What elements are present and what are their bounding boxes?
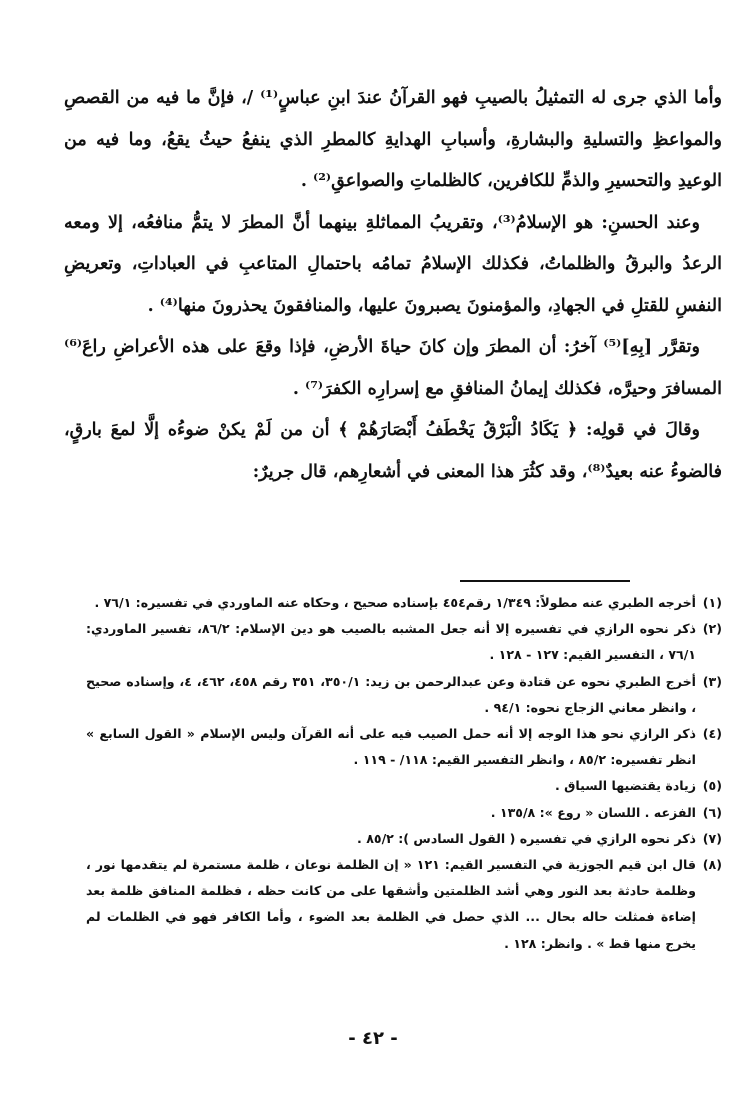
footnote-separator [460, 580, 630, 582]
footnote-text: الفزعه . اللسان « روع »: ١٣٥/٨ . [490, 804, 696, 820]
footnotes [86, 590, 722, 957]
paragraph-3: وتقرَّر [بِهِ]⁽⁵⁾ آخرُ: أن المطرَ وإن كانَ حياةَ الأرضِ، فإذا وقعَ على هذه الأعراضِ راعَ⁽⁶⁾ المسافرَ وحيرَّه، فكذلك إيمانُ المنافقِ مع إسرارِه الكفرَ⁽⁷⁾ . [64, 337, 722, 399]
footnote-2 [86, 616, 722, 668]
footnote-8 [86, 852, 722, 957]
footnote-text: ذكر نحوه الرازي في تفسيره إلا أنه جعل المشبه بالصيب هو دين الإسلام: ٨٦/٢، تفسير الماوردي: ٧٦/١ ، التفسير القيم: ١٢٧ - ١٢٨ . [86, 621, 696, 663]
footnote-text: أخرج الطبري نحوه عن قتادة وعن عبدالرحمن بن زيد: ٣٥٠/١، ٣٥١ رقم ٤٥٨، ٤٦٢، ٤، وإسناده صحيح ، وانظر معاني الزجاج نحوه: ٩٤/١ . [86, 673, 696, 715]
footnote-4 [86, 721, 722, 773]
footnote-number: (٧) [702, 830, 722, 846]
paragraph-4: وقالَ في قولِه: ﴿ يَكَادُ الْبَرْقُ يَخْطَفُ أَبْصَارَهُمْ ﴾ أن من لَمْ يكنْ ضوءُه إلَّا لمعَ بارقٍ، فالضوءُ عنه بعيدٌ⁽⁸⁾، وقد كثُرَ هذا المعنى في أشعارِهم، قال جريرٌ: [64, 420, 722, 482]
footnote-text: ذكر الرازي نحو هذا الوجه إلا أنه حمل الصيب فيه على أنه القرآن وليس الإسلام « القول السابع » انظر تفسيره: ٨٥/٢ ، وانظر التفسير القيم: ١١٨/ - ١١٩ . [86, 726, 696, 768]
footnote-number: (٥) [702, 778, 722, 794]
footnote-1 [86, 590, 722, 616]
footnote-3 [86, 669, 722, 721]
footnote-6 [86, 800, 722, 826]
footnote-number: (١) [702, 595, 722, 610]
footnote-number: (٤) [702, 726, 722, 742]
page-number: - ٤٢ - [348, 1028, 398, 1049]
footnote-5 [86, 773, 722, 799]
footnote-number: (٨) [702, 857, 722, 873]
footnote-7 [86, 826, 722, 852]
footnote-number: (٢) [702, 621, 722, 637]
paragraph-2: وعند الحسنِ: هو الإسلامُ⁽³⁾، وتقريبُ المماثلةِ بينهما أنَّ المطرَ لا يتمُّ منافعُه، إلا ومعه الرعدُ والبرقُ والظلماتُ، فكذلك الإسلامُ تمامُه باحتمالِ المتاعبِ في العباداتِ، وتعريضِ النفسِ للقتلِ في الجهادِ، والمؤمنونَ يصبرونَ عليها، والمنافقونَ يحذرونَ منها⁽⁴⁾ . [64, 212, 722, 316]
footnote-text: قال ابن قيم الجوزية في التفسير القيم: ١٢١ « إن الظلمة نوعان ، ظلمة مستمرة لم يتقدمها نور ، وظلمة حادثة بعد النور وهي أشد الظلمتين وأشقها على من كانت حظه ، فظلمة المنافق ظلمة بعد إضاءة فمثلت حاله بحال ... الذي حصل في الظلمة بعد الضوء ، وأما الكافر فهو في الظلمات لم يخرج منها قط » . وانظر: ١٢٨ . [86, 857, 696, 951]
footnote-number: (٣) [702, 673, 722, 689]
paragraph-1: وأما الذي جرى له التمثيلُ بالصيبِ فهو القرآنُ عندَ ابنِ عباسٍ⁽¹⁾ /، فإنَّ ما فيه من القصصِ والمواعظِ والتسليةِ والبشارةِ، وأسبابِ الهدايةِ كالمطرِ الذي ينفعُ حيثُ يقعُ، وما فيه من الوعيدِ والتحسيرِ والذمِّ للكافرين، كالظلماتِ والصواعقِ⁽²⁾ . [64, 88, 722, 191]
footnote-text: ذكر نحوه الرازي في تفسيره ( القول السادس ): ٨٥/٢ . [357, 830, 696, 846]
main-text [64, 78, 722, 493]
footnote-text: أخرجه الطبري عنه مطولاً: ١/٣٤٩ رقم٤٥٤ بإسناده صحيح ، وحكاه عنه الماوردي في تفسيره: ٧٦/١ . [94, 595, 696, 610]
footnote-number: (٦) [702, 804, 722, 820]
footnote-text: زيادة يقتضيها السياق . [554, 778, 696, 794]
